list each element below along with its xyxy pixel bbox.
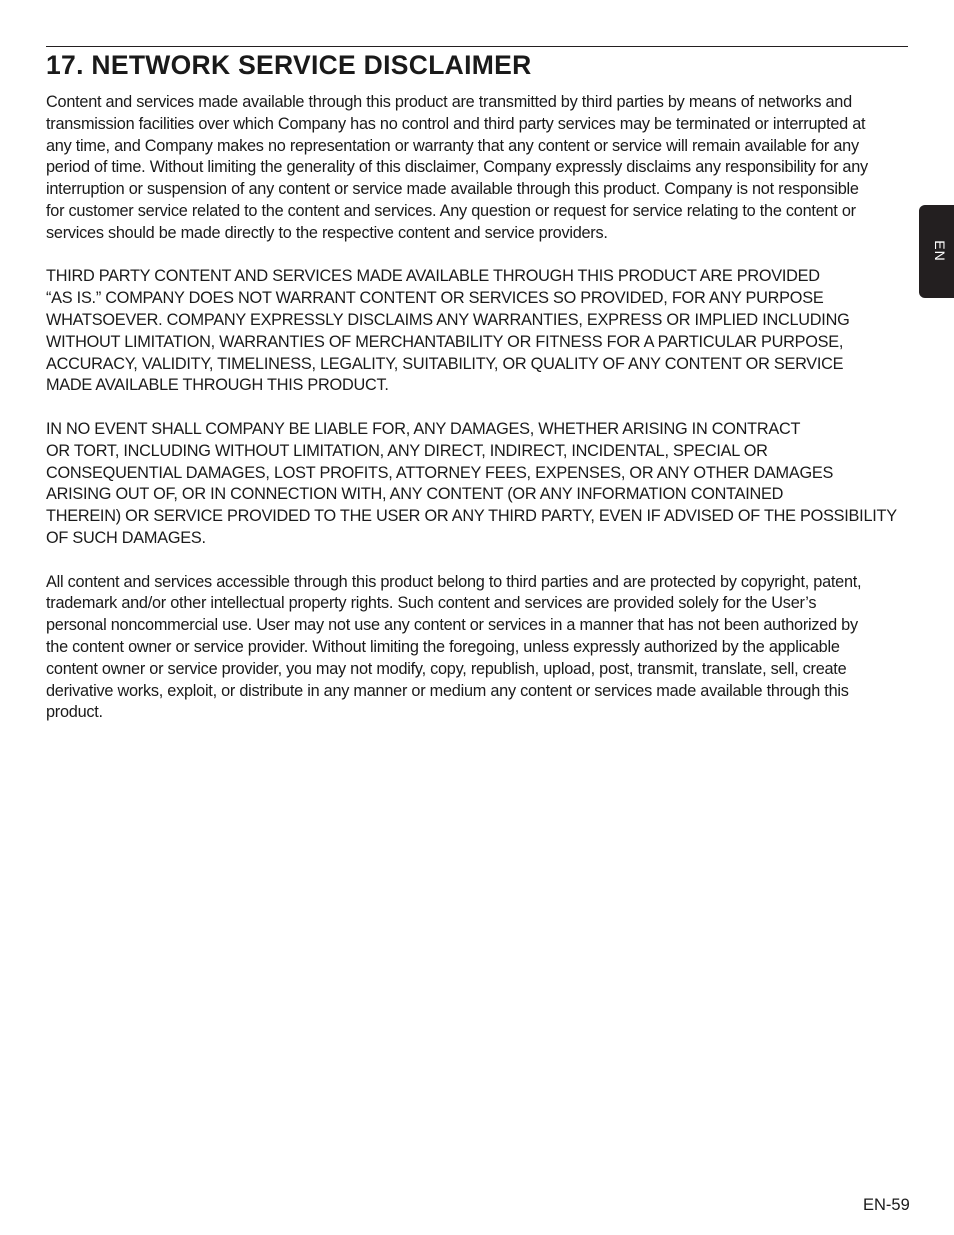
text-line: derivative works, exploit, or distribute in any manner or medium any content or services made available through this (46, 681, 849, 700)
text-line: All content and services accessible through this product belong to third parties and are protected by copyright, patent, (46, 572, 862, 591)
text-line: ARISING OUT OF, OR IN CONNECTION WITH, ANY CONTENT (OR ANY INFORMATION CONTAINED (46, 485, 784, 504)
language-tab-label: EN (932, 240, 948, 262)
text-line: content owner or service provider, you may not modify, copy, republish, upload, post, transmit, translate, sell, create (46, 659, 847, 678)
text-line: THEREIN) OR SERVICE PROVIDED TO THE USER OR ANY THIRD PARTY, EVEN IF ADVISED OF THE POSSIBILITY (46, 507, 897, 526)
text-line: services should be made directly to the respective content and service providers. (46, 223, 608, 242)
paragraph-third-party-services (46, 92, 912, 245)
text-line: period of time. Without limiting the generality of this disclaimer, Company expressly disclaims any responsibility for any (46, 158, 868, 177)
disclaimer-body (46, 92, 912, 746)
top-divider (46, 46, 908, 47)
text-line: product. (46, 703, 103, 722)
text-line: personal noncommercial use. User may not use any content or services in a manner that has not been authorized by (46, 616, 858, 635)
text-line: WITHOUT LIMITATION, WARRANTIES OF MERCHANTABILITY OR FITNESS FOR A PARTICULAR PURPOSE, (46, 332, 844, 351)
paragraph-intellectual-property (46, 572, 912, 725)
page-number: EN-59 (863, 1196, 910, 1214)
text-line: “AS IS.” COMPANY DOES NOT WARRANT CONTENT OR SERVICES SO PROVIDED, FOR ANY PURPOSE (46, 289, 824, 308)
text-line: OF SUCH DAMAGES. (46, 528, 206, 547)
text-line: transmission facilities over which Company has no control and third party services may be terminated or interrupted at (46, 114, 866, 133)
page-title: 17. NETWORK SERVICE DISCLAIMER (46, 50, 532, 80)
text-line: Content and services made available through this product are transmitted by third parties by means of networks and (46, 93, 852, 111)
text-line: interruption or suspension of any content or service made available through this product. Company is not responsible (46, 180, 859, 199)
text-line: any time, and Company makes no representation or warranty that any content or service will remain available for any (46, 136, 859, 155)
text-line: THIRD PARTY CONTENT AND SERVICES MADE AVAILABLE THROUGH THIS PRODUCT ARE PROVIDED (46, 267, 820, 286)
text-line: ACCURACY, VALIDITY, TIMELINESS, LEGALITY, SUITABILITY, OR QUALITY OF ANY CONTENT OR SERVICE (46, 354, 844, 373)
text-line: MADE AVAILABLE THROUGH THIS PRODUCT. (46, 376, 389, 395)
text-line: OR TORT, INCLUDING WITHOUT LIMITATION, ANY DIRECT, INDIRECT, INCIDENTAL, SPECIAL OR (46, 441, 768, 460)
text-line: for customer service related to the content and services. Any question or request for service relating to the content or (46, 201, 856, 220)
text-line: WHATSOEVER. COMPANY EXPRESSLY DISCLAIMS ANY WARRANTIES, EXPRESS OR IMPLIED INCLUDING (46, 310, 850, 329)
paragraph-as-is-warranty (46, 266, 912, 397)
paragraph-liability (46, 419, 912, 550)
language-tab (919, 205, 954, 298)
text-line: IN NO EVENT SHALL COMPANY BE LIABLE FOR, ANY DAMAGES, WHETHER ARISING IN CONTRACT (46, 419, 801, 438)
text-line: CONSEQUENTIAL DAMAGES, LOST PROFITS, ATTORNEY FEES, EXPENSES, OR ANY OTHER DAMAGES (46, 463, 834, 482)
text-line: trademark and/or other intellectual property rights. Such content and services are provided solely for the User’s (46, 594, 817, 613)
text-line: the content owner or service provider. Without limiting the foregoing, unless expressly authorized by the applicable (46, 637, 840, 656)
